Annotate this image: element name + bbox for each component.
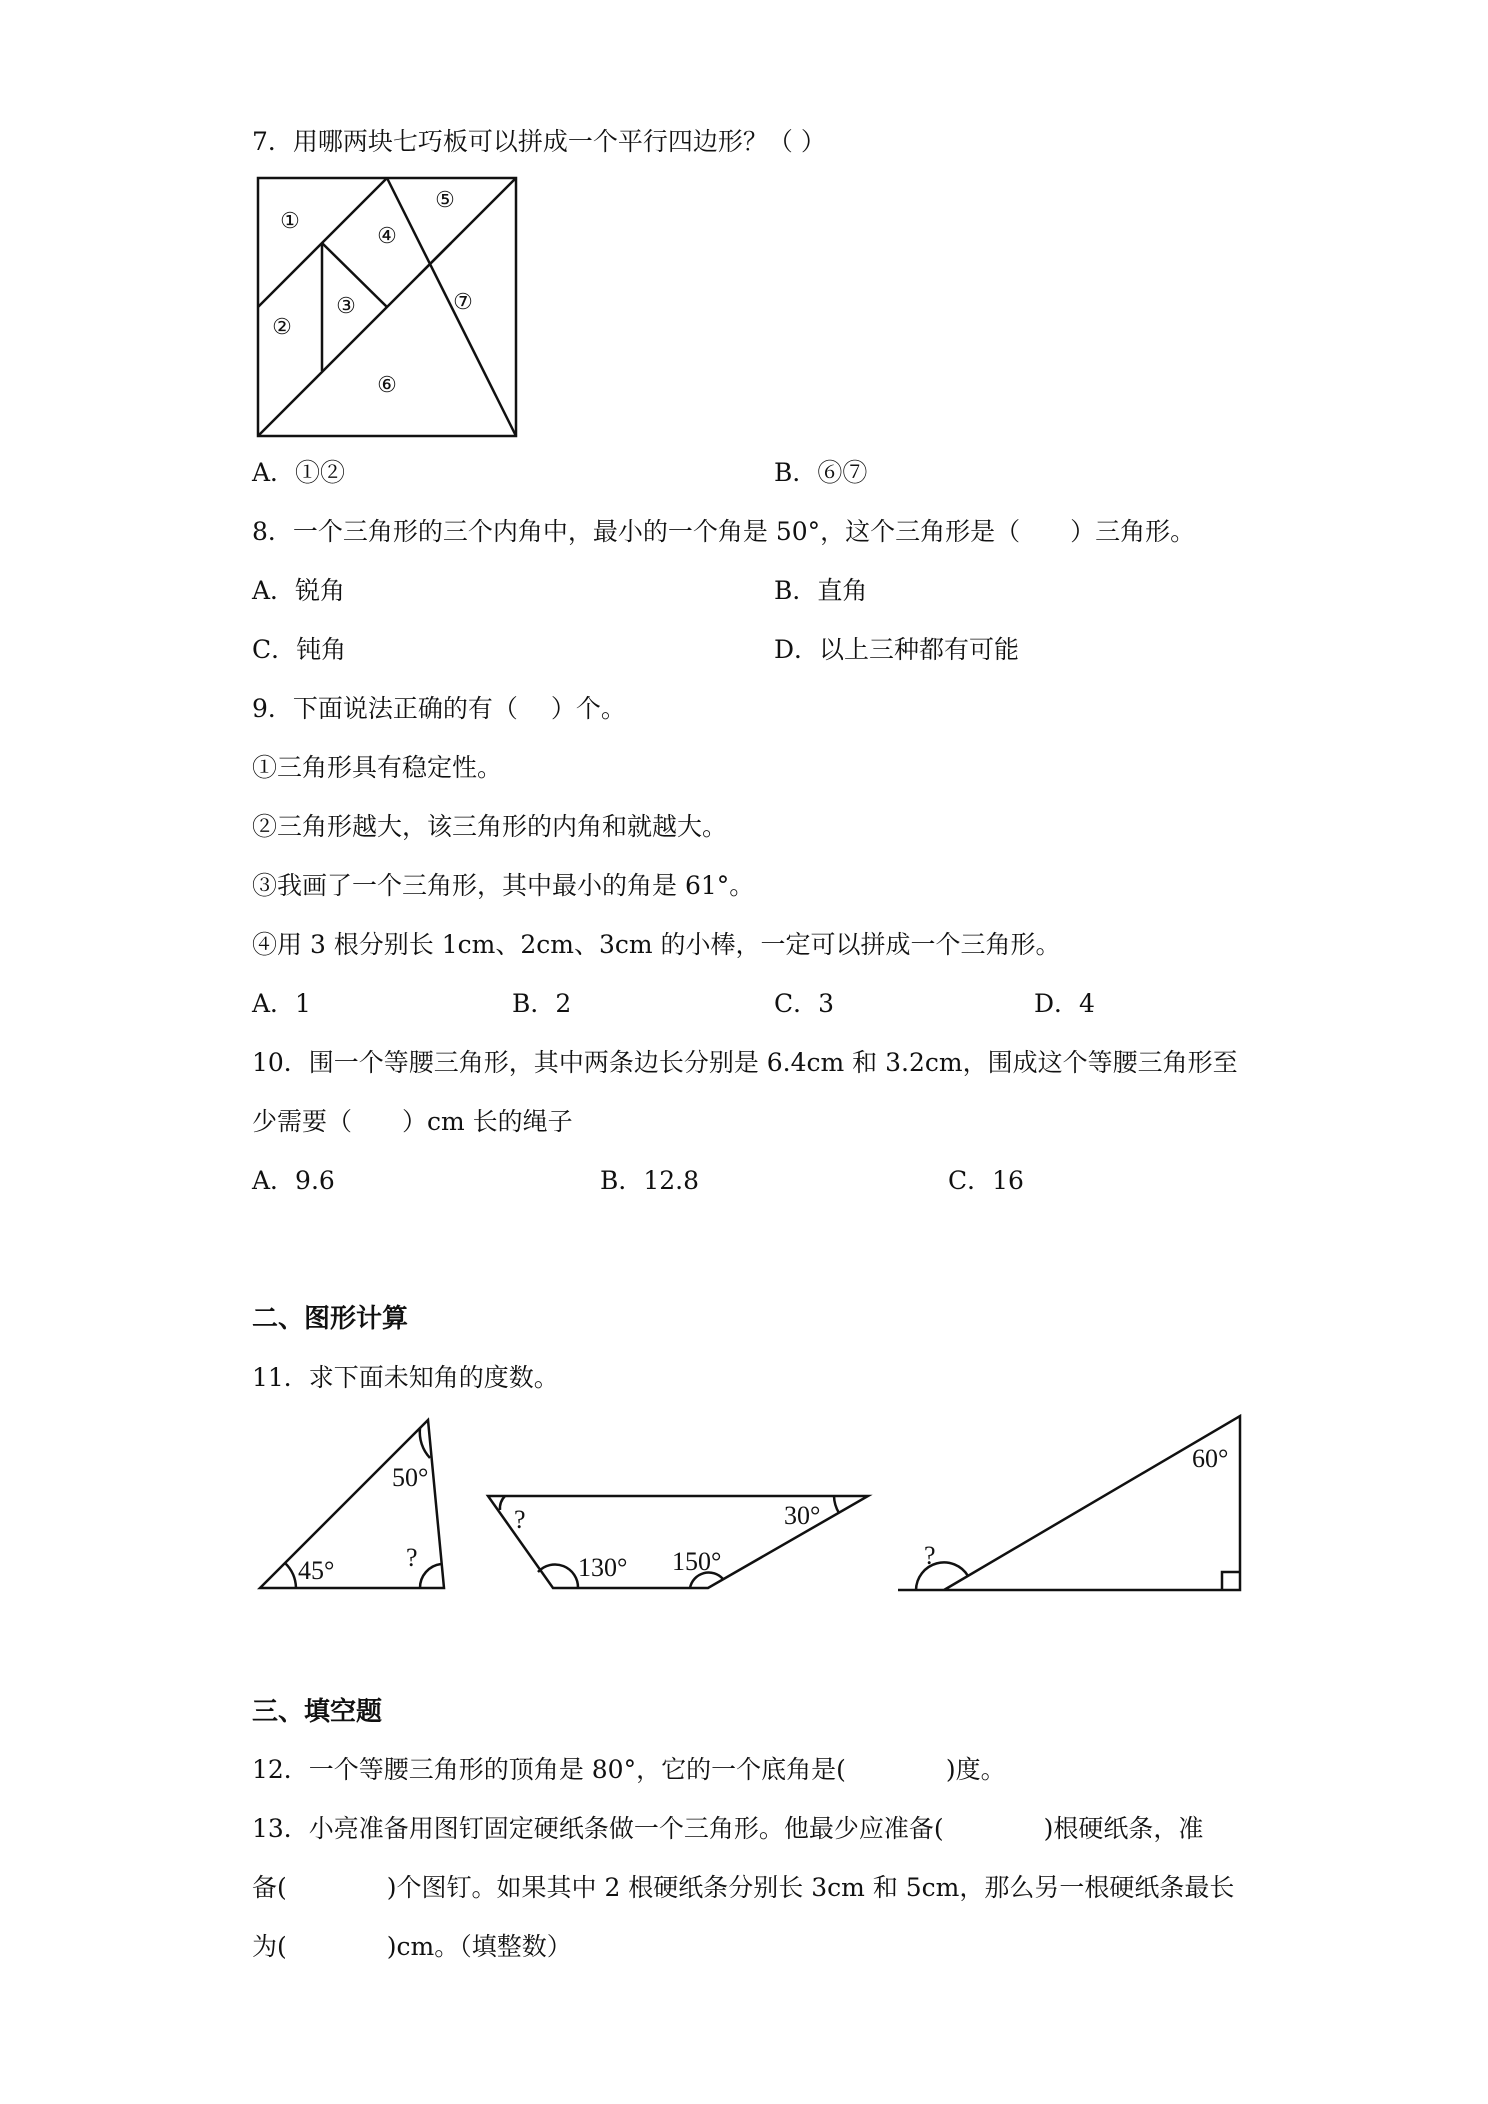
q13-line1: 13．小亮准备用图钉固定硬纸条做一个三角形。他最少应准备( )根硬纸条，准 [252, 1814, 1204, 1843]
q10-stem-line1: 10．围一个等腰三角形，其中两条边长分别是 6.4cm 和 3.2cm，围成这个等腰三角形至 [252, 1048, 1238, 1077]
q9-option-a: A．1 [252, 989, 311, 1018]
q10-option-b: B．12.8 [600, 1166, 700, 1195]
q8-option-d: D．以上三种都有可能 [774, 635, 1020, 664]
angle-figures [0, 1400, 1488, 1610]
q9-stem: 9．下面说法正确的有（ ）个。 [252, 694, 626, 723]
tangram-line [387, 178, 516, 436]
q9-statement-4: ④用 3 根分别长 1cm、2cm、3cm 的小棒，一定可以拼成一个三角形。 [252, 930, 1061, 959]
tangram-label-7: ⑦ [453, 289, 473, 314]
fig1-angle-top: 50° [392, 1463, 429, 1492]
tangram-label-6: ⑥ [377, 372, 397, 397]
section-2-title: 二、图形计算 [252, 1304, 409, 1334]
angle-arc [420, 1564, 441, 1588]
fig2-angle-bottom-left: 130° [578, 1553, 628, 1582]
fig1-unknown: ? [406, 1543, 418, 1572]
tangram-label-4: ④ [377, 223, 397, 248]
q9-statement-1: ①三角形具有稳定性。 [252, 753, 503, 782]
tangram-label-1: ① [280, 208, 300, 233]
q8-option-b: B．直角 [774, 576, 868, 605]
fig1-angle-left: 45° [298, 1556, 335, 1585]
q13-line2: 备( )个图钉。如果其中 2 根硬纸条分别长 3cm 和 5cm，那么另一根硬纸条最长 [252, 1873, 1235, 1902]
q10-stem-line2: 少需要（ ）cm 长的绳子 [252, 1107, 573, 1136]
q11-stem: 11．求下面未知角的度数。 [252, 1363, 559, 1392]
angle-arc [285, 1563, 296, 1588]
q9-statement-3: ③我画了一个三角形，其中最小的角是 61°。 [252, 871, 755, 900]
q8-option-a: A．锐角 [252, 576, 346, 605]
q7-option-a: A．①② [252, 458, 346, 487]
q9-option-c: C．3 [774, 989, 835, 1018]
tangram-label-5: ⑤ [435, 187, 455, 212]
tangram-line [419, 243, 451, 275]
tangram-label-3: ③ [336, 293, 356, 318]
fig2-unknown: ? [514, 1505, 526, 1534]
q10-option-c: C．16 [948, 1166, 1024, 1195]
tangram-label-2: ② [272, 314, 292, 339]
fig2-angle-right: 30° [784, 1501, 821, 1530]
q7-stem: 7．用哪两块七巧板可以拼成一个平行四边形？（ ） [252, 127, 826, 156]
tangram-figure [250, 174, 522, 444]
q9-statement-2: ②三角形越大，该三角形的内角和就越大。 [252, 812, 728, 841]
section-3-title: 三、填空题 [252, 1697, 383, 1727]
q8-option-c: C．钝角 [252, 635, 347, 664]
q10-option-a: A．9.6 [252, 1166, 335, 1195]
angle-arc [500, 1496, 505, 1510]
q12-stem: 12．一个等腰三角形的顶角是 80°，它的一个底角是( )度。 [252, 1755, 1006, 1784]
q8-stem: 8．一个三角形的三个内角中，最小的一个角是 50°，这个三角形是（ ）三角形。 [252, 517, 1196, 546]
fig3-unknown: ? [924, 1541, 936, 1570]
fig2-angle-bottom-right: 150° [672, 1547, 722, 1576]
q9-option-d: D．4 [1034, 989, 1095, 1018]
fig3-angle-top: 60° [1192, 1444, 1229, 1473]
q9-option-b: B．2 [512, 989, 572, 1018]
q7-option-b: B．⑥⑦ [774, 458, 868, 487]
angle-arc [834, 1496, 839, 1513]
q13-line3: 为( )cm。（填整数） [252, 1932, 572, 1961]
right-angle-mark [1222, 1572, 1240, 1590]
